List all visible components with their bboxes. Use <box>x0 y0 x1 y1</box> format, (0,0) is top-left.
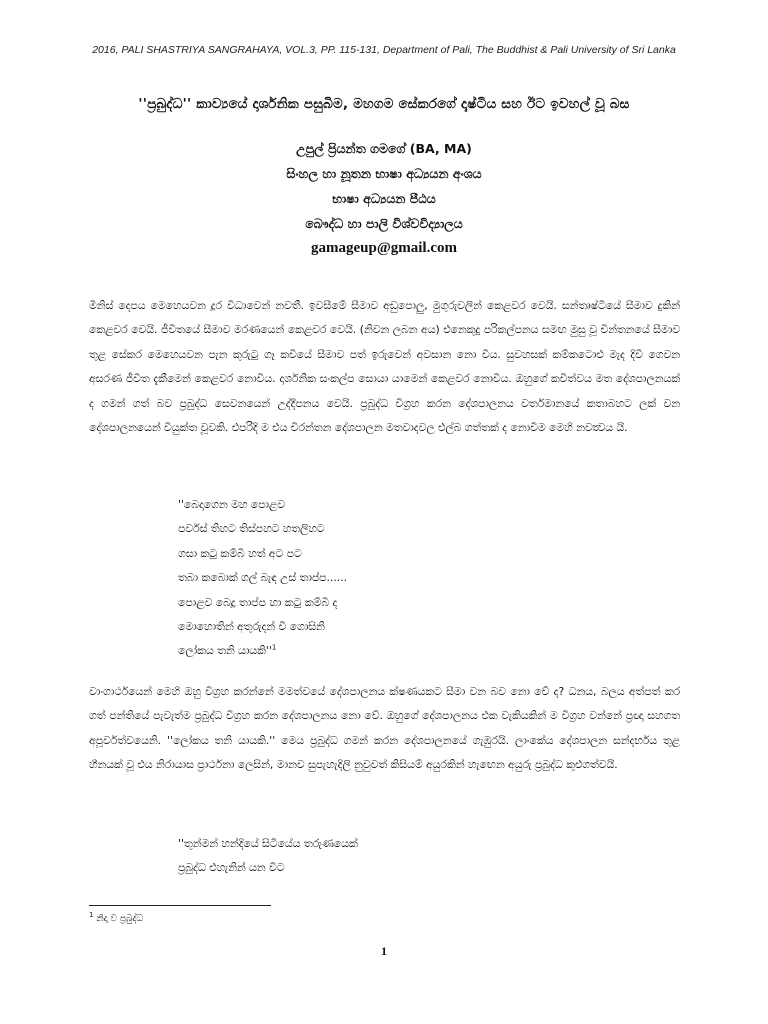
article-title: ''ප්‍රබුද්ධ'' කාව්‍යයේ දාර්ශනික පසුබිම, මහගම සේකරගේ දෘෂ්ටිය සහ ඊට ඉවහල් වූ බස <box>138 96 630 112</box>
poem-line: ''බෙදාගෙන මහ පොළව <box>178 498 285 511</box>
author-email: gamageup@gmail.com <box>310 240 458 256</box>
body-paragraph-1: මිනිස් දෙපය මෙහෙයවන දූර විධාවෙන් නවතී. ඉවසීමේ සීමාව අඩුපොලු, මුගුරුවලින් කෙළවර වෙයි. සන්තෘෂ්ටියේ සීමාව දුකින් කෙළවර වෙයි. ජීවිතයේ සීමාව මරණයෙන් කෙළවර වෙයි. (නිවන ලබන අය) එනෙකුදු පරිකල්පනය සමඟ මුසු වූ චින්තනයේ සීමාව තුළ සේකර මෙහෙයවන පැන කුරුටු ගෑ කවියේ සීමාව පත් ඉරුවෙන් අවසාන නො වීය. සුවහසක් කම්කටොළු මැද දිවි ගෙවන අසරණ ජීවිත දැකීමෙන් කෙළවර නොවීය. දාර්ශනික සංකල්ප සොයා යාමෙන් කෙළවර නොවීය. ඔහුගේ කවිත්වය මත දේශපාලනයක් ද ගමන් ගත් බව ප්‍රබුද්ධ සෙවනයෙන් උද්දීපනය වෙයි. ප්‍රබුද්ධ විග්‍රහ කරන දේශපාලනය වර්තමානයේ කතාබහට ලක් වන දේශපාලනයෙන් වියුක්ත වූවකි. එපරිදි ම එය චිරන්තන දේශපාලන මතවාදවල එල්බ ගත්තක් ද නොවීම මෙහි නවත්‍වය යි. <box>89 299 680 435</box>
poem-line: ප්‍රබුද්ධ එහැනින් යන විට <box>178 861 285 875</box>
poem-line-text: ලෝකය තනි යායකි'' <box>178 644 272 658</box>
poem-excerpt-1 <box>178 493 347 664</box>
footnote-text: නිදා ව ප්‍රබුද්ධ <box>96 914 144 924</box>
footnote-reference[interactable]: 1 <box>271 643 277 652</box>
poem-line: ''තුන්මන් හන්දියේ සිටියේය තරුණයෙක් <box>178 837 358 850</box>
poem-line: පර්වස් තිහට තිස්පහට හතලිහට <box>178 522 325 536</box>
running-header-citation: 2016, PALI SHASTRIYA SANGRAHAYA, VOL.3, PP. 115-131, Department of Pali, The Buddhist & Pali University of Sri Lanka <box>92 44 676 56</box>
footnote <box>89 911 144 924</box>
poem-line: තබා කබොක් ගල් බැඳ උස් තාප්ප...... <box>178 571 348 585</box>
author-department: සිංහල හා නූතන භාෂා අධ්‍යයන අංශය <box>286 166 482 181</box>
footnote-marker: 1 <box>89 911 94 919</box>
body-paragraph-2: වාංගාර්ථයෙන් මෙහි ඔහු විග්‍රහ කරන්නේ මමත්වයේ දේශපාලනය ක්ෂණයකට සීමා වන බව නො වේ ද? ධනය, බලය අත්පත් කර ගත් පන්තියේ පැවැත්ම ප්‍රබුද්ධ විග්‍රහ කරන දේශපාලනය නො වේ. ඔහුගේ දේශපාලනය එක වැකියකින් ම විග්‍රහ වන්නේ ප්‍රඥා සහගත අපූර්වත්වයෙනි. ''ලෝකය තනි යායකි.'' මෙය ප්‍රබුද්ධ ගමන් කරන දේශපාලනයේ ගැඹුරයි. ලාංකේය දේශපාලන සන්දර්භය තුළ හීනයක් වූ එය නිරායාස ප්‍රාර්ථනා ලෙසින්, මානව සුපැහැදිලි නුවුවත් කිසියම් අයුරකින් හැඟෙන අයුරු ප්‍රබුද්ධ කුළුගත්වයි. <box>89 685 680 772</box>
author-university: බෞද්ධ හා පාලි විශ්වවිද්‍යාලය <box>305 216 463 231</box>
page-number: 1 <box>381 944 387 958</box>
author-name: උපුල් ප්‍රියන්ත ගමගේ (BA, MA) <box>296 141 472 156</box>
poem-line: ගසා කටු කම්බි හත් අට පට <box>178 546 302 560</box>
author-block <box>0 136 768 261</box>
author-faculty: භාෂා අධ්‍යයන පීඨය <box>332 191 436 206</box>
poem-excerpt-2 <box>178 832 358 881</box>
poem-line: පොළව බෙදූ තාප්ප හා කටු කම්බි ද <box>178 595 338 609</box>
footnote-divider <box>89 905 271 906</box>
poem-line-last <box>178 639 347 663</box>
poem-line: මොහොතින් අතුරුදන් වී ගොසිනි <box>178 619 325 633</box>
